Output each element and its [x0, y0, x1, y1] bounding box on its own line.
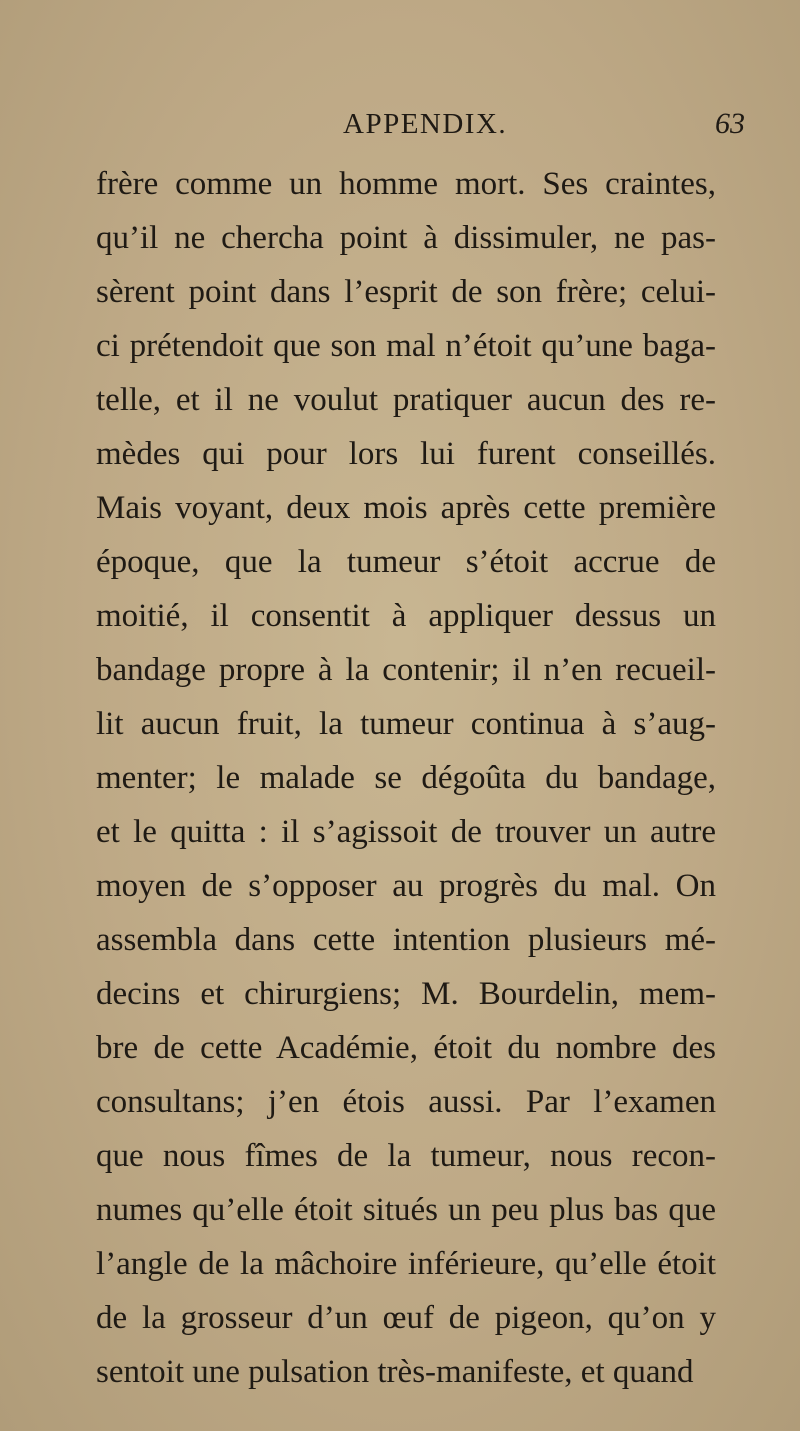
text-line: telle, et il ne voulut pratiquer aucun des re-: [96, 382, 716, 418]
body-text: [96, 157, 716, 1399]
text-line: que nous fîmes de la tumeur, nous recon-: [96, 1138, 716, 1174]
text-line: qu’il ne chercha point à dissimuler, ne pas-: [96, 220, 716, 256]
running-head: APPENDIX.: [343, 108, 508, 140]
text-line: bandage propre à la contenir; il n’en recueil-: [96, 652, 716, 688]
text-line: decins et chirurgiens; M. Bourdelin, mem-: [96, 976, 716, 1012]
text-line: numes qu’elle étoit situés un peu plus bas que: [96, 1192, 716, 1228]
text-line: de la grosseur d’un œuf de pigeon, qu’on y: [96, 1300, 716, 1336]
text-line: mèdes qui pour lors lui furent conseillés.: [96, 436, 716, 472]
text-line: consultans; j’en étois aussi. Par l’examen: [96, 1084, 716, 1120]
text-line: ci prétendoit que son mal n’étoit qu’une baga-: [96, 328, 716, 364]
text-line: menter; le malade se dégoûta du bandage,: [96, 760, 716, 796]
page-header: [0, 104, 800, 144]
text-line: Mais voyant, deux mois après cette première: [96, 490, 716, 526]
text-line: sèrent point dans l’esprit de son frère; celui-: [96, 274, 716, 310]
text-line: bre de cette Académie, étoit du nombre des: [96, 1030, 716, 1066]
text-line: lit aucun fruit, la tumeur continua à s’aug-: [96, 706, 716, 742]
text-line: moyen de s’opposer au progrès du mal. On: [96, 868, 716, 904]
page-number: 63: [715, 107, 745, 140]
text-line: moitié, il consentit à appliquer dessus un: [96, 598, 716, 634]
text-line: époque, que la tumeur s’étoit accrue de: [96, 544, 716, 580]
text-line: assembla dans cette intention plusieurs mé-: [96, 922, 716, 958]
text-line: et le quitta : il s’agissoit de trouver un autre: [96, 814, 716, 850]
text-line: frère comme un homme mort. Ses craintes,: [96, 166, 716, 202]
text-line: sentoit une pulsation très-manifeste, et quand: [96, 1354, 694, 1390]
text-line: l’angle de la mâchoire inférieure, qu’elle étoit: [96, 1246, 716, 1282]
